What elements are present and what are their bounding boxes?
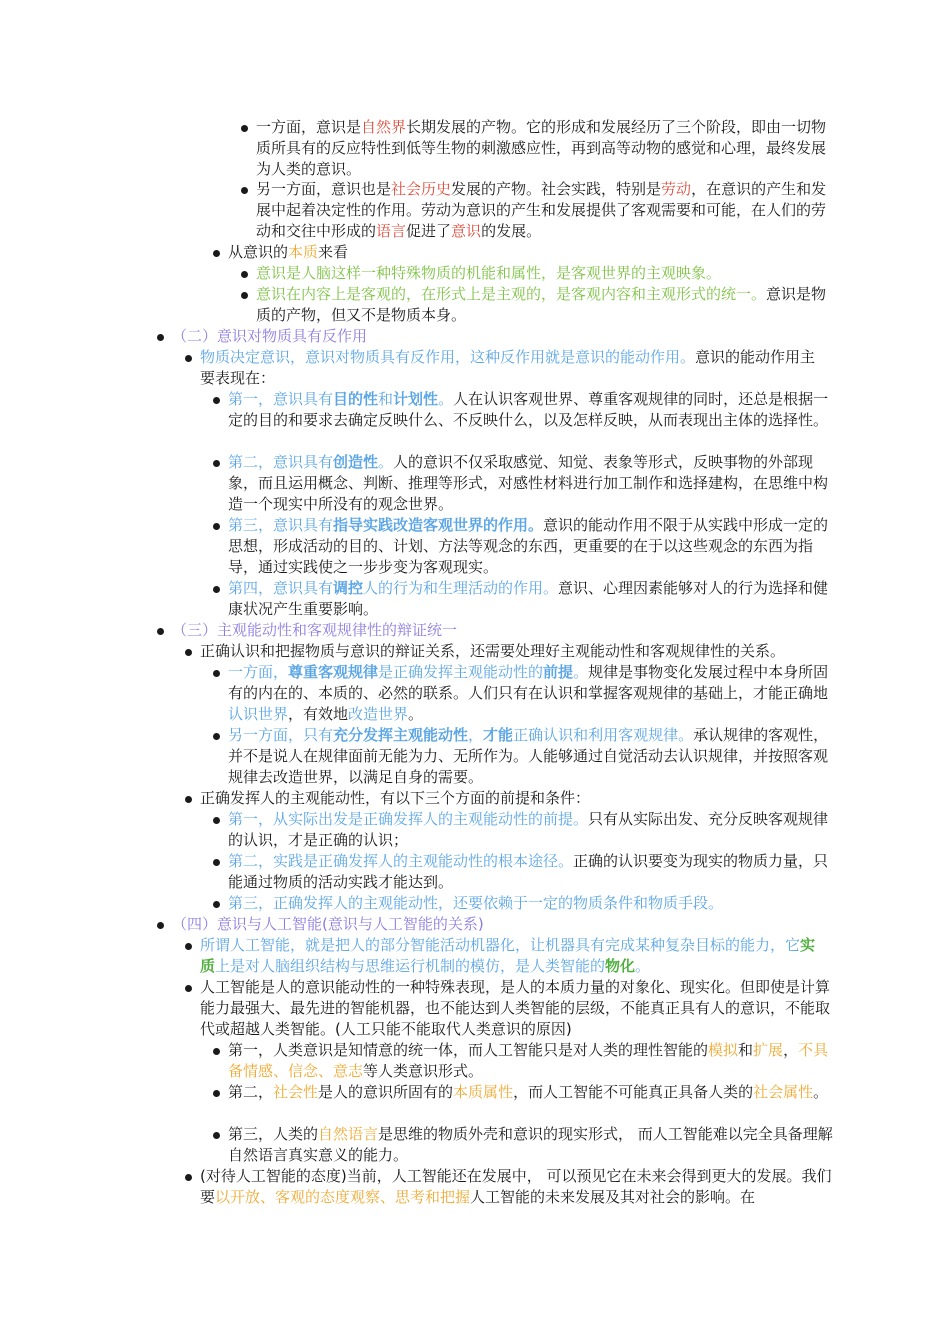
list-item: 第三，人类的自然语言是思维的物质外壳和意识的现实形式， 而人工智能难以完全具备理解自然语言真实意义的能力。 — [228, 1125, 833, 1164]
section-heading: （二）意识对物质具有反作用 — [172, 327, 368, 345]
list-item: 物质决定意识，意识对物质具有反作用，这种反作用就是意识的能动作用。意识的能动作用主要表现在： — [200, 348, 816, 387]
list-bullet — [213, 397, 220, 404]
list-item: 人工智能是人的意识能动性的一种特殊表现，是人的本质力量的对象化、现实化。但即使是计算能力最强大、最先进的智能机器，也不能达到人类智能的层级，不能真正具有人的意识，不能取代或超越人类智能。(人工只能不能取代人类意识的原因) — [200, 978, 831, 1038]
list-item: 第二，意识具有创造性。人的意识不仅采取感觉、知觉、表象等形式，反映事物的外部现象，而且运用概念、判断、推理等形式，对感性材料进行加工制作和选择建构，在思维中构造一个现实中所没有的观念世界。 — [228, 453, 829, 513]
list-bullet — [241, 292, 248, 299]
list-bullet — [213, 859, 220, 866]
list-bullet — [157, 334, 164, 341]
list-bullet — [185, 943, 192, 950]
list-item: 第一，人类意识是知情意的统一体，而人工智能只是对人类的理性智能的模拟和扩展，不具备情感、信念、意志等人类意识形式。 — [228, 1041, 829, 1080]
list-item: 正确认识和把握物质与意识的辩证关系，还需要处理好主观能动性和客观规律性的关系。 — [200, 642, 786, 660]
list-item: 第一，意识具有目的性和计划性。人在认识客观世界、尊重客观规律的同时，还总是根据一定的目的和要求去确定反映什么、不反映什么，以及怎样反映，从而表现出主体的选择性。 — [228, 390, 829, 429]
list-item: 另一方面，意识也是社会历史发展的产物。社会实践，特别是劳动，在意识的产生和发展中起着决定性的作用。劳动为意识的产生和发展提供了客观需要和可能，在人们的劳动和交往中形成的语言促进了意识的发展。 — [256, 180, 827, 240]
section-heading: （三）主观能动性和客观规律性的辩证统一 — [172, 621, 458, 639]
list-item: 正确发挥人的主观能动性，有以下三个方面的前提和条件： — [200, 789, 591, 807]
list-bullet — [213, 670, 220, 677]
list-item: 另一方面，只有充分发挥主观能动性，才能正确认识和利用客观规律。承认规律的客观性，并不是说人在规律面前无能为力、无所作为。人能够通过自觉活动去认识规律，并按照客观规律去改造世界，以满足自身的需要。 — [228, 726, 829, 786]
list-bullet — [157, 922, 164, 929]
list-bullet — [213, 733, 220, 740]
section-heading: （四）意识与人工智能(意识与人工智能的关系) — [172, 915, 484, 933]
list-bullet — [185, 355, 192, 362]
list-bullet — [185, 649, 192, 656]
list-item: 从意识的本质来看 — [228, 243, 349, 261]
list-bullet — [213, 817, 220, 824]
list-bullet — [241, 125, 248, 132]
list-bullet — [213, 460, 220, 467]
list-bullet — [185, 796, 192, 803]
list-item: 意识在内容上是客观的，在形式上是主观的，是客观内容和主观形式的统一。意识是物质的产物，但又不是物质本身。 — [256, 285, 827, 324]
list-item: (对待人工智能的态度)当前，人工智能还在发展中， 可以预见它在未来会得到更大的发展。我们要以开放、客观的态度观察、思考和把握人工智能的未来发展及其对社会的影响。在 — [200, 1167, 832, 1206]
list-item: 一方面，意识是自然界长期发展的产物。它的形成和发展经历了三个阶段，即由一切物质所具有的反应特性到低等生物的刺激感应性，再到高等动物的感觉和心理，最终发展为人类的意识。 — [256, 118, 827, 178]
list-bullet — [213, 523, 220, 530]
list-bullet — [241, 271, 248, 278]
list-bullet — [213, 1048, 220, 1055]
list-item: 第二，实践是正确发挥人的主观能动性的根本途径。正确的认识要变为现实的物质力量，只能通过物质的活动实践才能达到。 — [228, 852, 829, 891]
list-bullet — [213, 901, 220, 908]
list-item: 第三，意识具有指导实践改造客观世界的作用。意识的能动作用不限于从实践中形成一定的思想，形成活动的目的、计划、方法等观念的东西，更重要的在于以这些观念的东西为指导，通过实践使之一步步变为客观现实。 — [228, 516, 829, 576]
list-item: 第四，意识具有调控人的行为和生理活动的作用。意识、心理因素能够对人的行为选择和健康状况产生重要影响。 — [228, 579, 829, 618]
list-item: 第一，从实际出发是正确发挥人的主观能动性的前提。只有从实际出发、充分反映客观规律的认识，才是正确的认识； — [228, 810, 829, 849]
list-item: 一方面，尊重客观规律是正确发挥主观能动性的前提。规律是事物变化发展过程中本身所固有的内在的、本质的、必然的联系。人们只有在认识和掌握客观规律的基础上，才能正确地认识世界，有效地改造世界。 — [228, 663, 829, 723]
list-bullet — [185, 1174, 192, 1181]
list-bullet — [185, 985, 192, 992]
list-bullet — [213, 1132, 220, 1139]
list-bullet — [213, 1090, 220, 1097]
list-item: 意识是人脑这样一种特殊物质的机能和属性，是客观世界的主观映象。 — [256, 264, 722, 282]
list-item: 第二，社会性是人的意识所固有的本质属性，而人工智能不可能真正具备人类的社会属性。 — [228, 1083, 829, 1101]
list-item: 所谓人工智能，就是把人的部分智能活动机器化，让机器具有完成某种复杂目标的能力，它实质上是对人脑组织结构与思维运行机制的模仿，是人类智能的物化。 — [200, 936, 816, 975]
list-bullet — [241, 187, 248, 194]
list-item: 第三，正确发挥人的主观能动性，还要依赖于一定的物质条件和物质手段。 — [228, 894, 724, 912]
list-bullet — [157, 628, 164, 635]
list-bullet — [213, 250, 220, 257]
list-bullet — [213, 586, 220, 593]
